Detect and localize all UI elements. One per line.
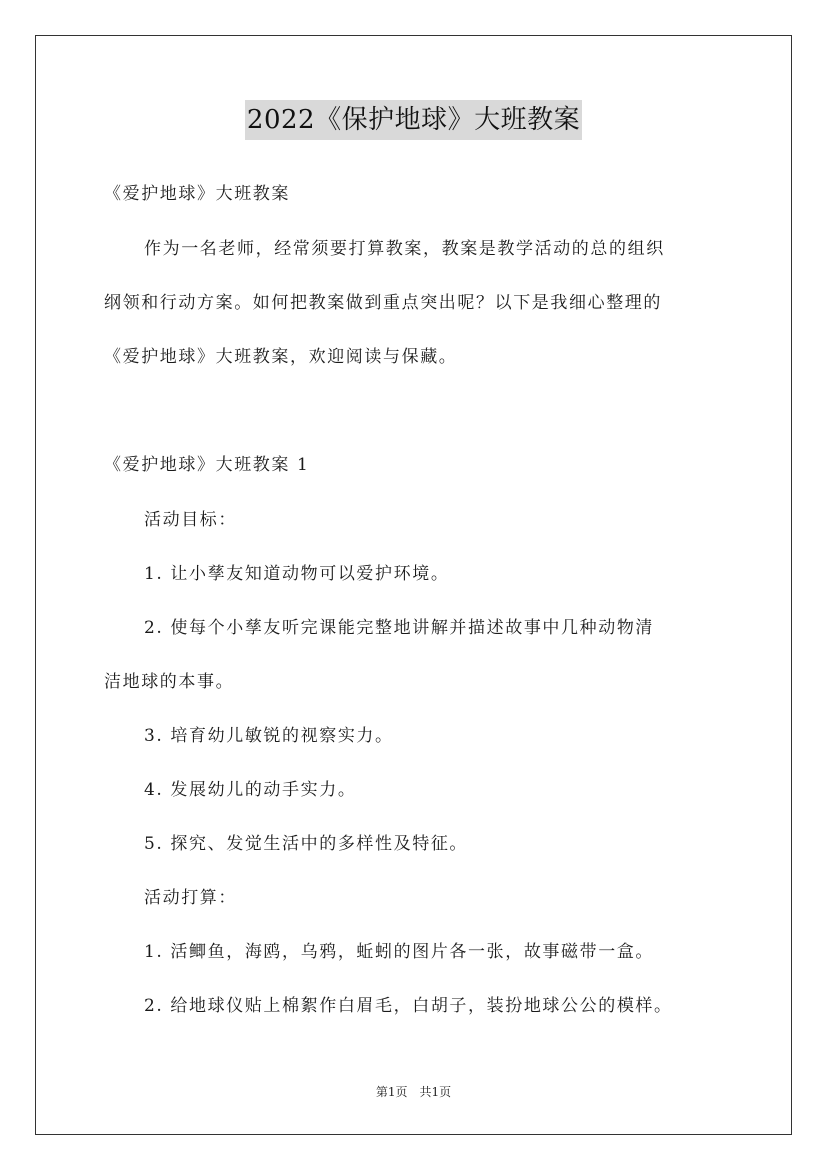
goals-heading: 活动目标： — [144, 510, 237, 530]
goal-item-1: 1. 让小孳友知道动物可以爱护环境。 — [144, 564, 450, 584]
title-container — [0, 100, 827, 140]
subtitle: 《爱护地球》大班教案 — [104, 184, 290, 204]
goal-item-2-continued: 洁地球的本事。 — [104, 672, 235, 692]
prep-heading: 活动打算： — [144, 888, 237, 908]
intro-line-1: 作为一名老师，经常须要打算教案，教案是教学活动的总的组织 — [144, 239, 665, 259]
goal-item-2: 2. 使每个小孳友听完课能完整地讲解并描述故事中几种动物清 — [144, 618, 655, 638]
page-number: 第1页 共1页 — [375, 1085, 452, 1099]
prep-item-1: 1. 活鲫鱼，海鸥，乌鸦，蚯蚓的图片各一张，故事磁带一盒。 — [144, 942, 655, 962]
intro-line-2: 纲领和行动方案。如何把教案做到重点突出呢？以下是我细心整理的 — [104, 293, 662, 313]
goal-item-3: 3. 培育幼儿敏锐的视察实力。 — [144, 726, 394, 746]
goal-item-4: 4. 发展幼儿的动手实力。 — [144, 780, 357, 800]
document-title: 2022《保护地球》大班教案 — [245, 100, 582, 140]
intro-line-3: 《爱护地球》大班教案，欢迎阅读与保藏。 — [104, 347, 458, 367]
section-heading: 《爱护地球》大班教案 1 — [104, 455, 310, 475]
goal-item-5: 5. 探究、发觉生活中的多样性及特征。 — [144, 834, 469, 854]
prep-item-2: 2. 给地球仪贴上棉絮作白眉毛，白胡子，装扮地球公公的模样。 — [144, 996, 673, 1016]
